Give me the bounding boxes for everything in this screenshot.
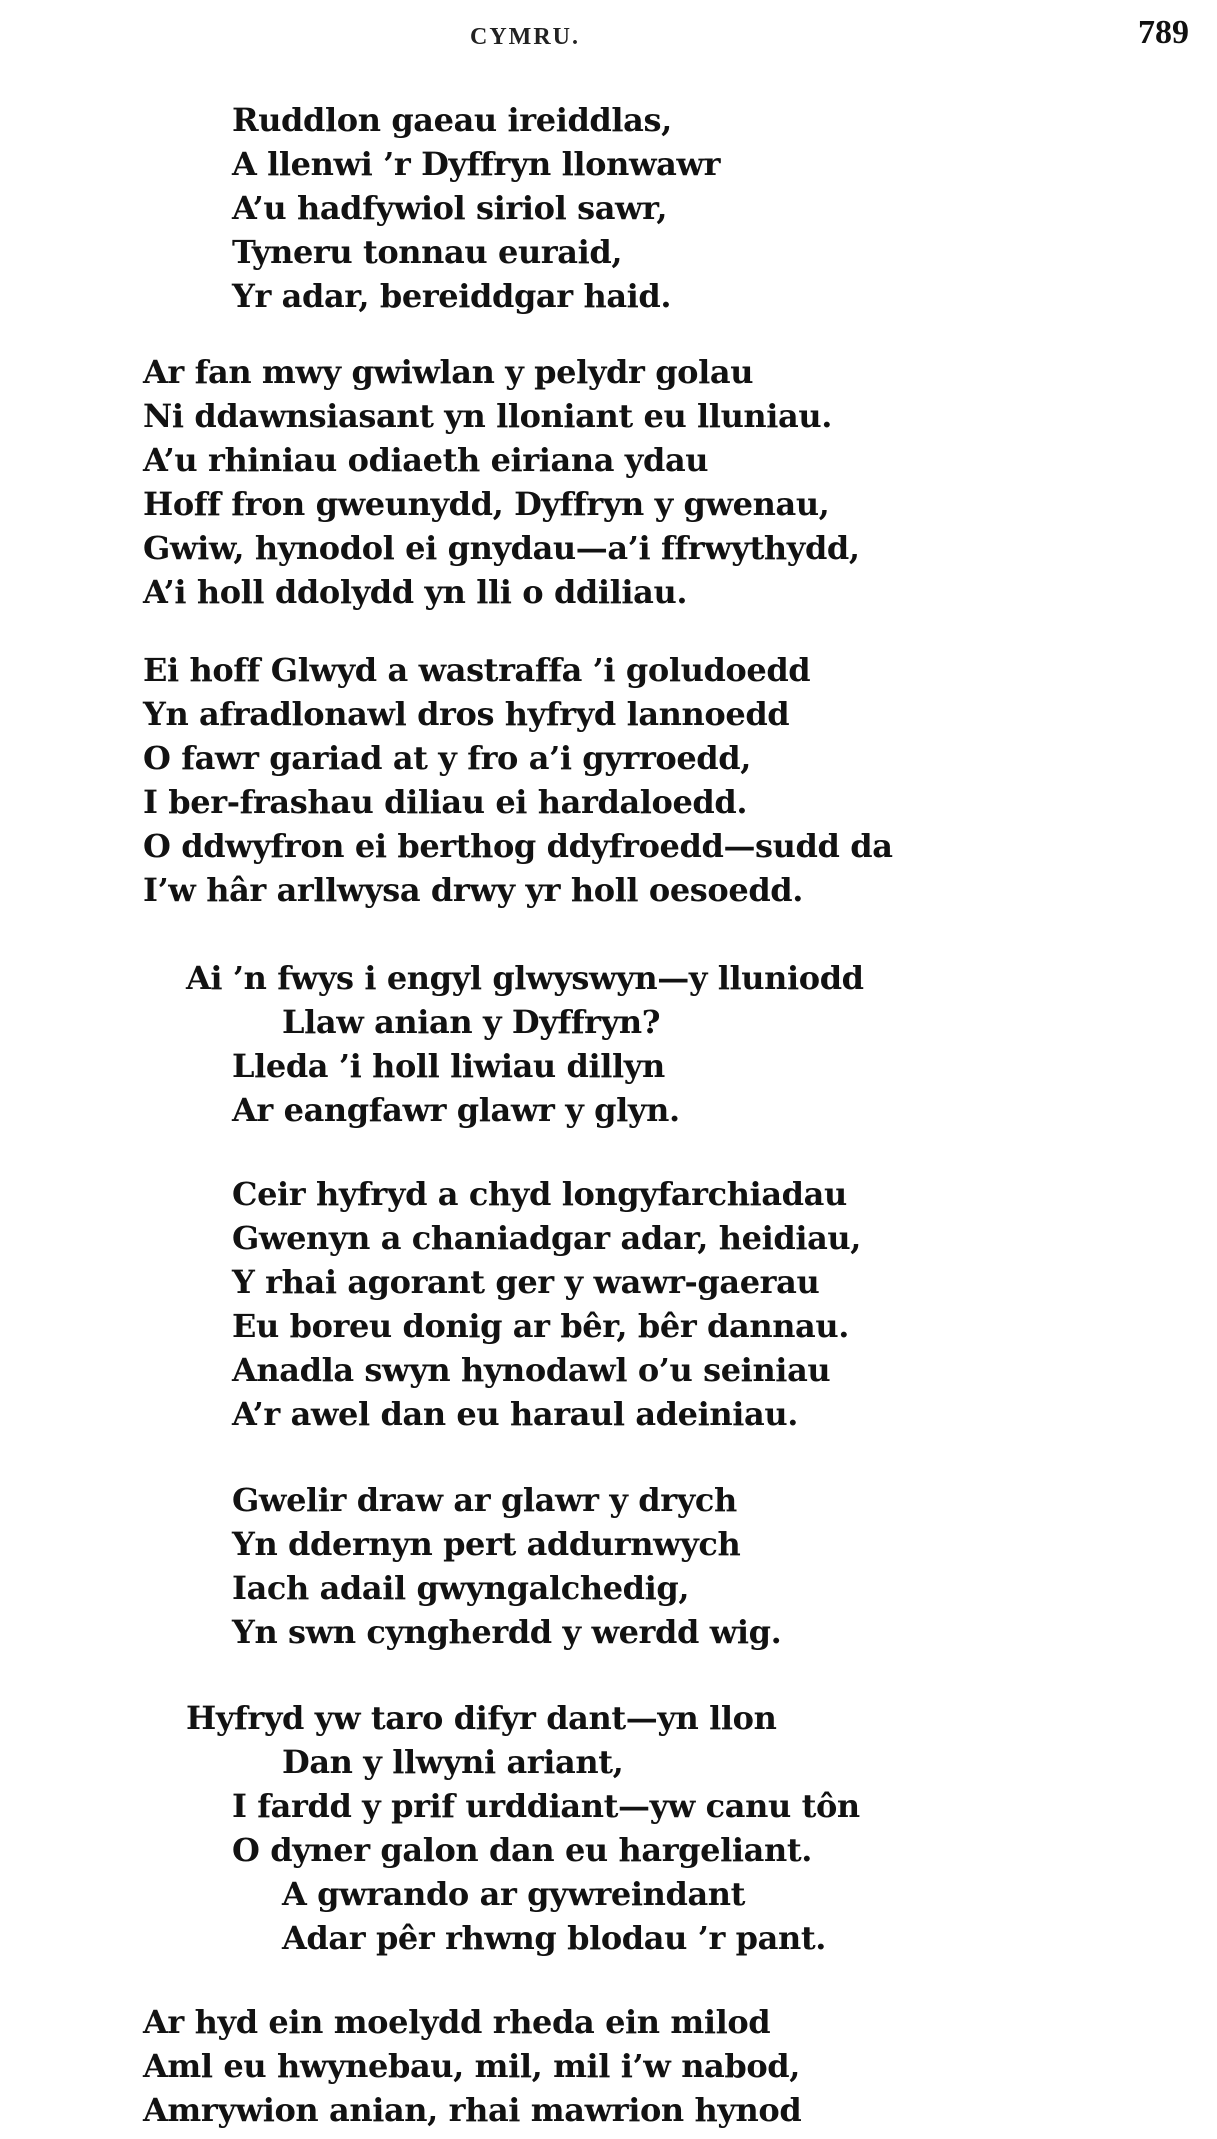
verse-line: A’u rhiniau odiaeth eiriana ydau — [143, 441, 709, 479]
verse-line: Lleda ’i holl liwiau dillyn — [232, 1047, 665, 1085]
verse-line: Ruddlon gaeau ireiddlas, — [232, 101, 672, 139]
verse-line: Gwelir draw ar glawr y drych — [232, 1481, 737, 1519]
verse-line: Yr adar, bereiddgar haid. — [232, 277, 672, 315]
running-title: CYMRU. — [470, 24, 580, 50]
verse-line: A’i holl ddolydd yn lli o ddiliau. — [143, 573, 688, 611]
verse-line: O fawr gariad at y fro a’i gyrroedd, — [143, 739, 751, 777]
verse-line: I’w hâr arllwysa drwy yr holl oesoedd. — [143, 871, 804, 909]
verse-line: Ar hyd ein moelydd rheda ein milod — [143, 2003, 771, 2041]
verse-line: Ai ’n fwys i engyl glwyswyn—y lluniodd — [186, 959, 864, 997]
verse-line: Anadla swyn hynodawl o’u seiniau — [232, 1351, 831, 1389]
verse-line: A gwrando ar gywreindant — [282, 1875, 746, 1913]
page-number: 789 — [1138, 14, 1189, 51]
verse-line: I ber-frashau diliau ei hardaloedd. — [143, 783, 748, 821]
verse-line: Ni ddawnsiasant yn lloniant eu lluniau. — [143, 397, 832, 435]
verse-line: Adar pêr rhwng blodau ’r pant. — [282, 1919, 826, 1957]
verse-line: I fardd y prif urddiant—yw canu tôn — [232, 1787, 860, 1825]
verse-line: Eu boreu donig ar bêr, bêr dannau. — [232, 1307, 849, 1345]
running-head — [0, 14, 1217, 54]
verse-line: Hoff fron gweunydd, Dyffryn y gwenau, — [143, 485, 830, 523]
verse-line: Tyneru tonnau euraid, — [232, 233, 623, 271]
verse-line: Ceir hyfryd a chyd longyfarchiadau — [232, 1175, 847, 1213]
verse-line: Amrywion anian, rhai mawrion hynod — [143, 2091, 802, 2129]
verse-line: A’r awel dan eu haraul adeiniau. — [232, 1395, 798, 1433]
verse-line: Gwiw, hynodol ei gnydau—a’i ffrwythydd, — [143, 529, 860, 567]
verse-line: Iach adail gwyngalchedig, — [232, 1569, 690, 1607]
verse-line: Y rhai agorant ger y wawr-gaerau — [232, 1263, 820, 1301]
verse-line: A llenwi ’r Dyffryn llonwawr — [232, 145, 721, 183]
verse-line: Hyfryd yw taro difyr dant—yn llon — [186, 1699, 777, 1737]
verse-line: Ei hoff Glwyd a wastraffa ’i goludoedd — [143, 651, 811, 689]
verse-line: Dan y llwyni ariant, — [282, 1743, 624, 1781]
verse-line: Yn afradlonawl dros hyfryd lannoedd — [143, 695, 790, 733]
verse-line: Yn ddernyn pert addurnwych — [232, 1525, 741, 1563]
verse-line: Yn swn cyngherdd y werdd wig. — [232, 1613, 782, 1651]
verse-line: Llaw anian y Dyffryn? — [282, 1003, 661, 1041]
verse-line: Ar eangfawr glawr y glyn. — [232, 1091, 680, 1129]
verse-line: Ar fan mwy gwiwlan y pelydr golau — [143, 353, 754, 391]
verse-line: Gwenyn a chaniadgar adar, heidiau, — [232, 1219, 862, 1257]
verse-line: O dyner galon dan eu hargeliant. — [232, 1831, 812, 1869]
verse-line: O ddwyfron ei berthog ddyfroedd—sudd da — [143, 827, 893, 865]
verse-line: Aml eu hwynebau, mil, mil i’w nabod, — [143, 2047, 801, 2085]
verse-line: A’u hadfywiol siriol sawr, — [232, 189, 668, 227]
